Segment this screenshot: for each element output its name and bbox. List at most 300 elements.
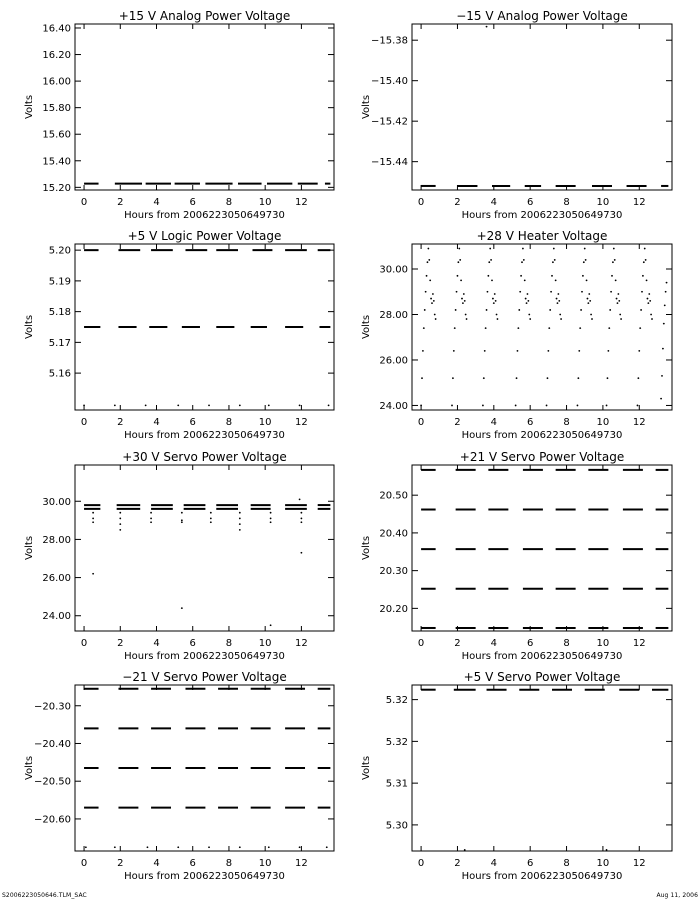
y-tick-label: −15.44 bbox=[370, 157, 408, 169]
data-point bbox=[466, 318, 468, 320]
x-tick-label: 0 bbox=[417, 638, 425, 649]
footer-filename: S2006223050646.TLM_SAC bbox=[2, 892, 87, 899]
data-point bbox=[208, 846, 210, 848]
data-point bbox=[433, 300, 435, 302]
chart-title: +5 V Logic Power Voltage bbox=[127, 229, 282, 243]
data-point bbox=[661, 375, 663, 377]
chart-panel bbox=[24, 670, 334, 882]
data-point bbox=[270, 521, 272, 523]
data-point bbox=[92, 512, 94, 514]
data-point bbox=[612, 261, 614, 263]
data-point bbox=[620, 318, 622, 320]
data-point bbox=[647, 298, 649, 300]
x-tick-label: 12 bbox=[295, 858, 308, 869]
data-point bbox=[520, 275, 522, 277]
data-point bbox=[462, 302, 464, 304]
data-point bbox=[591, 318, 593, 320]
data-point bbox=[453, 350, 455, 352]
x-axis-label: Hours from 2006223050649730 bbox=[461, 430, 623, 441]
data-point bbox=[465, 314, 467, 316]
data-point bbox=[181, 519, 183, 521]
data-point bbox=[270, 624, 272, 626]
data-point bbox=[425, 291, 427, 293]
data-point bbox=[424, 309, 426, 311]
x-tick-label: 8 bbox=[225, 638, 233, 649]
y-tick-label: 15.60 bbox=[42, 129, 71, 141]
data-point bbox=[619, 314, 621, 316]
y-tick-label: 15.80 bbox=[42, 103, 71, 115]
y-tick-label: 5.32 bbox=[385, 695, 408, 707]
y-tick-label: 5.17 bbox=[48, 337, 71, 349]
y-tick-label: 5.30 bbox=[385, 820, 408, 832]
x-tick-label: 8 bbox=[225, 858, 233, 869]
x-tick-label: 10 bbox=[596, 858, 610, 869]
y-tick-label: −20.50 bbox=[33, 776, 71, 788]
chart-title: −15 V Analog Power Voltage bbox=[456, 9, 628, 23]
data-point bbox=[461, 298, 463, 300]
y-tick-label: 5.31 bbox=[385, 778, 408, 790]
data-point bbox=[150, 518, 152, 520]
data-point bbox=[579, 327, 581, 329]
data-point bbox=[528, 314, 530, 316]
data-point bbox=[119, 529, 121, 531]
x-tick-label: 12 bbox=[632, 858, 646, 869]
y-tick-label: 20.30 bbox=[379, 566, 408, 578]
y-tick-label: 28.00 bbox=[42, 534, 71, 546]
data-point bbox=[457, 275, 459, 277]
data-point bbox=[485, 327, 487, 329]
y-tick-label: −15.38 bbox=[370, 35, 408, 47]
y-tick-label: 15.40 bbox=[42, 156, 71, 168]
data-point bbox=[299, 404, 301, 406]
data-point bbox=[521, 261, 523, 263]
x-tick-label: 2 bbox=[117, 417, 124, 428]
y-tick-label: 5.20 bbox=[48, 245, 71, 257]
x-axis-label: Hours from 2006223050649730 bbox=[124, 871, 285, 882]
data-point bbox=[664, 304, 666, 306]
data-point bbox=[495, 300, 497, 302]
data-point bbox=[422, 350, 424, 352]
data-point bbox=[459, 259, 461, 261]
y-tick-label: 16.00 bbox=[42, 76, 71, 88]
data-point bbox=[326, 846, 328, 848]
x-tick-label: 8 bbox=[563, 197, 570, 208]
data-point bbox=[644, 248, 646, 250]
y-tick-label: 5.32 bbox=[385, 736, 408, 748]
data-point bbox=[270, 518, 272, 520]
data-point bbox=[490, 259, 492, 261]
data-point bbox=[582, 275, 584, 277]
data-point bbox=[546, 405, 548, 407]
x-tick-label: 0 bbox=[80, 417, 88, 428]
data-point bbox=[589, 300, 591, 302]
x-tick-label: 4 bbox=[153, 417, 160, 428]
data-point bbox=[451, 405, 453, 407]
data-point bbox=[609, 309, 611, 311]
data-point bbox=[640, 309, 642, 311]
data-point bbox=[421, 377, 423, 379]
data-point bbox=[239, 518, 241, 520]
data-point bbox=[427, 261, 429, 263]
data-point bbox=[641, 291, 643, 293]
chart-panel bbox=[24, 450, 334, 662]
data-point bbox=[119, 518, 121, 520]
data-point bbox=[639, 327, 641, 329]
data-point bbox=[181, 607, 183, 609]
data-point bbox=[643, 261, 645, 263]
x-tick-label: 10 bbox=[258, 638, 272, 649]
x-tick-label: 10 bbox=[258, 417, 272, 428]
data-point bbox=[92, 573, 94, 575]
x-tick-label: 4 bbox=[490, 197, 498, 208]
data-point bbox=[583, 261, 585, 263]
x-tick-label: 8 bbox=[563, 638, 570, 649]
data-point bbox=[606, 405, 608, 407]
x-tick-label: 2 bbox=[454, 197, 461, 208]
chart-title: +21 V Servo Power Voltage bbox=[459, 450, 625, 464]
data-point bbox=[637, 377, 639, 379]
data-point bbox=[208, 404, 210, 406]
data-point bbox=[239, 512, 241, 514]
data-point bbox=[487, 291, 489, 293]
data-point bbox=[210, 512, 212, 514]
data-point bbox=[427, 248, 429, 250]
x-tick-label: 10 bbox=[596, 197, 610, 208]
data-point bbox=[145, 404, 147, 406]
y-axis-label: Volts bbox=[361, 94, 372, 120]
data-point bbox=[663, 323, 665, 325]
data-point bbox=[434, 314, 436, 316]
data-point bbox=[300, 552, 302, 554]
x-tick-label: 12 bbox=[632, 197, 646, 208]
data-point bbox=[587, 298, 589, 300]
x-tick-label: 6 bbox=[526, 417, 534, 428]
chart-title: +28 V Heater Voltage bbox=[476, 229, 608, 243]
data-point bbox=[85, 846, 87, 848]
data-point bbox=[299, 498, 301, 500]
data-point bbox=[150, 512, 152, 514]
data-point bbox=[517, 327, 519, 329]
data-point bbox=[300, 521, 302, 523]
data-point bbox=[429, 279, 431, 281]
data-point bbox=[559, 314, 561, 316]
y-tick-label: 20.20 bbox=[379, 603, 408, 615]
data-point bbox=[486, 309, 488, 311]
chart-panel bbox=[24, 229, 334, 441]
x-axis-label: Hours from 2006223050649730 bbox=[124, 651, 285, 662]
data-point bbox=[611, 275, 613, 277]
y-tick-label: 30.00 bbox=[379, 264, 408, 276]
data-point bbox=[492, 298, 494, 300]
data-point bbox=[428, 259, 430, 261]
data-point bbox=[210, 521, 212, 523]
y-tick-label: −15.42 bbox=[370, 116, 408, 128]
data-point bbox=[614, 259, 616, 261]
data-point bbox=[114, 404, 116, 406]
data-point bbox=[270, 512, 272, 514]
plot-frame bbox=[412, 24, 672, 190]
y-tick-label: 16.40 bbox=[42, 23, 71, 35]
x-tick-label: 10 bbox=[596, 638, 610, 649]
data-point bbox=[486, 26, 488, 28]
data-point bbox=[300, 512, 302, 514]
x-tick-label: 4 bbox=[490, 417, 498, 428]
x-tick-label: 10 bbox=[258, 197, 272, 208]
data-point bbox=[454, 327, 456, 329]
data-point bbox=[618, 300, 620, 302]
data-point bbox=[177, 846, 179, 848]
y-axis-label: Volts bbox=[24, 755, 35, 781]
chart-title: +5 V Servo Power Voltage bbox=[463, 670, 621, 684]
x-tick-label: 12 bbox=[632, 638, 646, 649]
data-point bbox=[555, 279, 557, 281]
data-point bbox=[617, 293, 619, 295]
data-point bbox=[517, 350, 519, 352]
x-axis-label: Hours from 2006223050649730 bbox=[461, 651, 623, 662]
x-tick-label: 2 bbox=[454, 638, 461, 649]
data-point bbox=[637, 405, 639, 407]
y-tick-label: −20.60 bbox=[33, 814, 71, 826]
data-point bbox=[181, 521, 183, 523]
data-point bbox=[452, 377, 454, 379]
data-point bbox=[482, 405, 484, 407]
chart-title: +30 V Servo Power Voltage bbox=[122, 450, 287, 464]
x-tick-label: 8 bbox=[563, 858, 570, 869]
footer-date: Aug 11, 2006 bbox=[656, 892, 698, 899]
y-tick-label: 16.20 bbox=[42, 50, 71, 62]
data-point bbox=[660, 398, 662, 400]
data-point bbox=[464, 849, 466, 851]
data-point bbox=[551, 275, 553, 277]
data-point bbox=[463, 293, 465, 295]
data-point bbox=[651, 318, 653, 320]
data-point bbox=[526, 302, 528, 304]
data-point bbox=[607, 350, 609, 352]
data-point bbox=[548, 327, 550, 329]
data-point bbox=[491, 279, 493, 281]
data-point bbox=[549, 309, 551, 311]
data-point bbox=[638, 350, 640, 352]
data-point bbox=[666, 282, 668, 284]
data-point bbox=[489, 248, 491, 250]
x-tick-label: 2 bbox=[117, 858, 124, 869]
chart-panel bbox=[361, 9, 672, 221]
plot-frame bbox=[412, 685, 672, 851]
data-point bbox=[420, 405, 422, 407]
y-axis-label: Volts bbox=[24, 314, 35, 340]
data-point bbox=[519, 291, 521, 293]
data-point bbox=[435, 318, 437, 320]
data-point bbox=[615, 279, 617, 281]
y-tick-label: −20.30 bbox=[33, 701, 71, 713]
x-tick-label: 6 bbox=[526, 858, 534, 869]
data-point bbox=[648, 293, 650, 295]
x-tick-label: 0 bbox=[417, 197, 425, 208]
data-point bbox=[646, 279, 648, 281]
data-point bbox=[92, 518, 94, 520]
x-tick-label: 6 bbox=[526, 638, 534, 649]
data-point bbox=[516, 377, 518, 379]
data-point bbox=[665, 291, 667, 293]
plot-frame bbox=[75, 465, 334, 631]
data-point bbox=[606, 849, 608, 851]
data-point bbox=[550, 291, 552, 293]
data-point bbox=[488, 261, 490, 263]
x-tick-label: 4 bbox=[490, 858, 498, 869]
data-point bbox=[527, 300, 529, 302]
chart-panel bbox=[361, 450, 672, 662]
x-tick-label: 10 bbox=[596, 417, 610, 428]
data-point bbox=[608, 327, 610, 329]
data-point bbox=[607, 377, 609, 379]
y-tick-label: 26.00 bbox=[42, 573, 71, 585]
data-point bbox=[577, 405, 579, 407]
data-point bbox=[119, 512, 121, 514]
data-point bbox=[177, 404, 179, 406]
x-tick-label: 12 bbox=[295, 417, 308, 428]
x-axis-label: Hours from 2006223050649730 bbox=[461, 210, 623, 221]
data-point bbox=[553, 248, 555, 250]
data-point bbox=[617, 302, 619, 304]
data-point bbox=[558, 300, 560, 302]
data-point bbox=[239, 523, 241, 525]
x-tick-label: 0 bbox=[80, 197, 88, 208]
data-point bbox=[523, 259, 525, 261]
data-point bbox=[552, 261, 554, 263]
y-tick-label: 24.00 bbox=[42, 611, 71, 623]
x-tick-label: 0 bbox=[80, 858, 88, 869]
data-point bbox=[557, 293, 559, 295]
x-axis-label: Hours from 2006223050649730 bbox=[124, 430, 285, 441]
data-point bbox=[483, 377, 485, 379]
data-point bbox=[581, 291, 583, 293]
y-tick-label: 20.40 bbox=[379, 528, 408, 540]
chart-panel bbox=[361, 670, 672, 882]
x-tick-label: 12 bbox=[295, 638, 308, 649]
data-point bbox=[588, 293, 590, 295]
data-point bbox=[423, 327, 425, 329]
x-tick-label: 6 bbox=[189, 638, 196, 649]
data-point bbox=[457, 261, 459, 263]
y-tick-label: 30.00 bbox=[42, 496, 71, 508]
y-tick-label: 20.50 bbox=[379, 490, 408, 502]
data-point bbox=[493, 302, 495, 304]
data-point bbox=[547, 377, 549, 379]
data-point bbox=[92, 521, 94, 523]
data-point bbox=[586, 279, 588, 281]
data-point bbox=[150, 521, 152, 523]
data-point bbox=[181, 512, 183, 514]
x-tick-label: 8 bbox=[225, 197, 233, 208]
data-point bbox=[460, 279, 462, 281]
y-tick-label: 5.16 bbox=[48, 368, 71, 380]
data-point bbox=[456, 291, 458, 293]
data-point bbox=[613, 248, 615, 250]
data-point bbox=[484, 350, 486, 352]
data-point bbox=[554, 259, 556, 261]
x-tick-label: 0 bbox=[417, 417, 425, 428]
data-point bbox=[518, 309, 520, 311]
data-point bbox=[587, 302, 589, 304]
x-tick-label: 8 bbox=[563, 417, 570, 428]
data-point bbox=[497, 318, 499, 320]
x-tick-label: 0 bbox=[417, 858, 425, 869]
x-tick-label: 6 bbox=[189, 858, 196, 869]
x-tick-label: 4 bbox=[153, 638, 160, 649]
data-point bbox=[300, 518, 302, 520]
data-point bbox=[210, 518, 212, 520]
y-tick-label: −15.40 bbox=[370, 76, 408, 88]
data-point bbox=[647, 302, 649, 304]
data-point bbox=[529, 318, 531, 320]
data-point bbox=[494, 293, 496, 295]
x-tick-label: 12 bbox=[295, 197, 308, 208]
data-point bbox=[527, 293, 529, 295]
data-point bbox=[610, 291, 612, 293]
y-tick-label: 24.00 bbox=[379, 400, 408, 412]
y-tick-label: 28.00 bbox=[379, 309, 408, 321]
data-point bbox=[580, 309, 582, 311]
data-point bbox=[645, 259, 647, 261]
data-point bbox=[560, 318, 562, 320]
data-point bbox=[524, 279, 526, 281]
data-point bbox=[239, 529, 241, 531]
y-axis-label: Volts bbox=[361, 314, 372, 340]
chart-panel bbox=[24, 9, 334, 221]
y-axis-label: Volts bbox=[361, 535, 372, 561]
data-point bbox=[515, 405, 517, 407]
y-tick-label: 15.20 bbox=[42, 182, 71, 194]
x-axis-label: Hours from 2006223050649730 bbox=[461, 871, 623, 882]
x-tick-label: 2 bbox=[117, 197, 124, 208]
data-point bbox=[487, 275, 489, 277]
y-axis-label: Volts bbox=[24, 535, 35, 561]
data-point bbox=[455, 309, 457, 311]
data-point bbox=[431, 302, 433, 304]
data-point bbox=[547, 350, 549, 352]
x-tick-label: 6 bbox=[526, 197, 534, 208]
y-tick-label: 5.19 bbox=[48, 276, 71, 288]
data-point bbox=[147, 846, 149, 848]
data-point bbox=[464, 300, 466, 302]
x-tick-label: 0 bbox=[80, 638, 88, 649]
data-point bbox=[268, 404, 270, 406]
data-point bbox=[649, 300, 651, 302]
x-tick-label: 4 bbox=[153, 197, 160, 208]
data-point bbox=[522, 248, 524, 250]
data-point bbox=[642, 275, 644, 277]
plot-frame bbox=[75, 24, 334, 190]
x-tick-label: 2 bbox=[454, 858, 461, 869]
x-tick-label: 2 bbox=[454, 417, 461, 428]
y-tick-label: 26.00 bbox=[379, 355, 408, 367]
data-point bbox=[83, 404, 85, 406]
data-point bbox=[430, 298, 432, 300]
data-point bbox=[119, 523, 121, 525]
data-point bbox=[557, 302, 559, 304]
x-tick-label: 6 bbox=[189, 197, 196, 208]
x-tick-label: 2 bbox=[117, 638, 124, 649]
data-point bbox=[426, 275, 428, 277]
data-point bbox=[239, 404, 241, 406]
y-tick-label: 5.18 bbox=[48, 307, 71, 319]
y-axis-label: Volts bbox=[361, 755, 372, 781]
chart-title: −21 V Servo Power Voltage bbox=[122, 670, 287, 684]
data-point bbox=[662, 348, 664, 350]
data-point bbox=[525, 298, 527, 300]
chart-title: +15 V Analog Power Voltage bbox=[118, 9, 291, 23]
data-point bbox=[268, 846, 270, 848]
